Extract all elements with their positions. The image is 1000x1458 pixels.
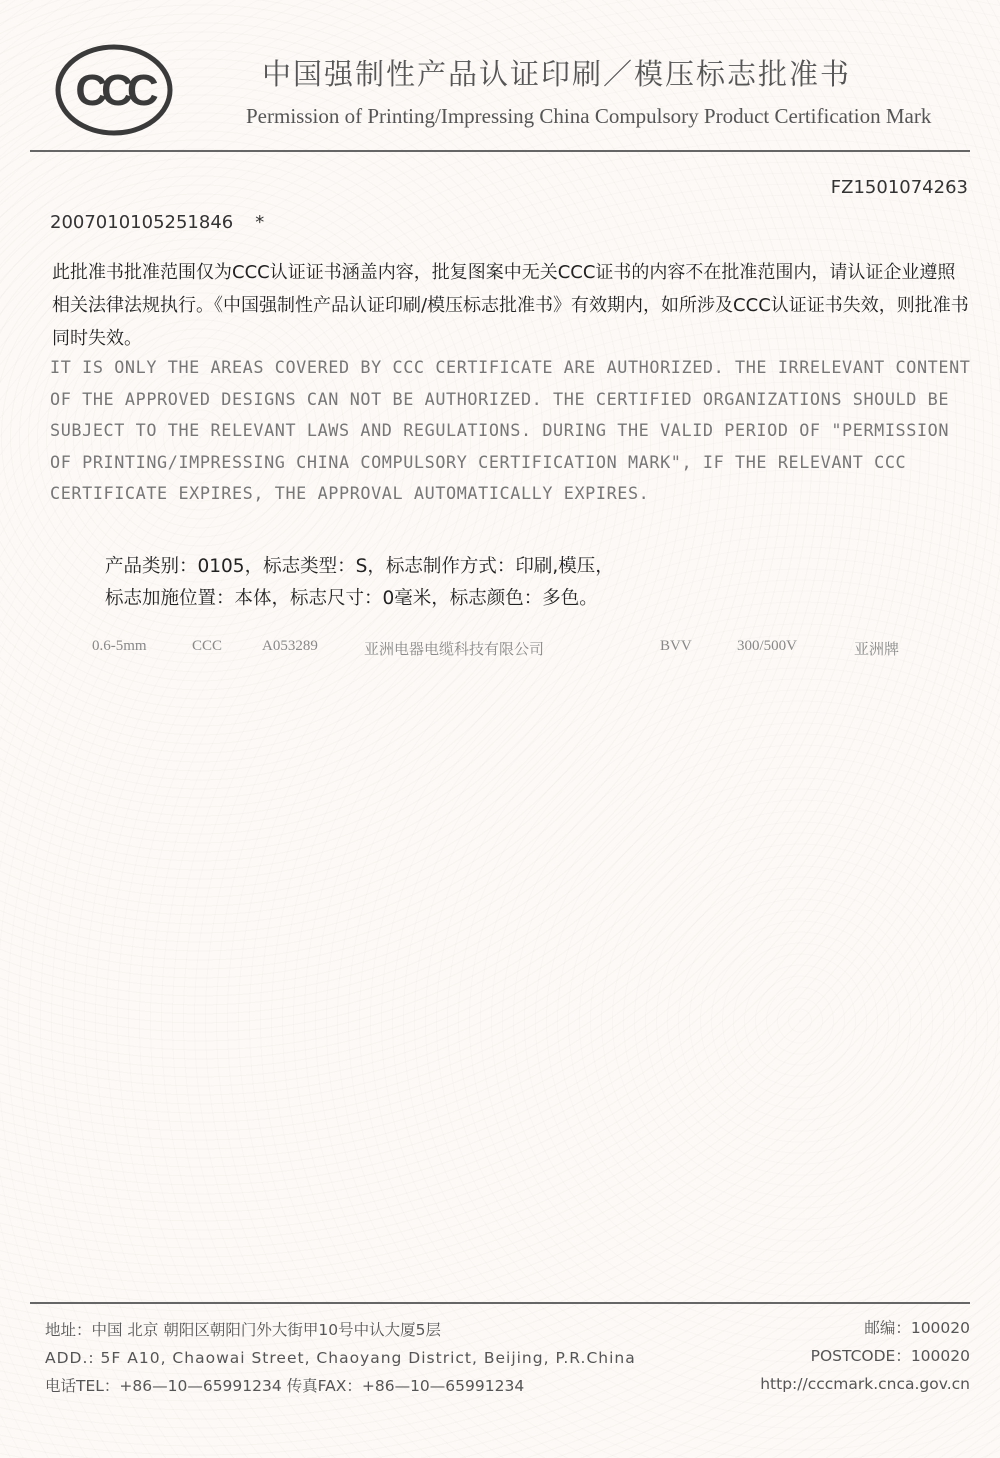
mark-brand: 亚洲牌 xyxy=(854,642,900,658)
certificate-number: FZ1501074263 xyxy=(830,177,968,198)
product-info xyxy=(105,551,965,615)
mark-voltage: 300/500V xyxy=(737,638,797,654)
footer-contact xyxy=(45,1316,745,1400)
footer-divider xyxy=(30,1302,970,1304)
statement-chinese: 此批准书批准范围仅为CCC认证证书涵盖内容，批复图案中无关CCC证书的内容不在批准范围内，请认证企业遵照相关法律法规执行。《中国强制性产品认证印刷/模压标志批准书》有效期内，如所涉及CCC认证证书失效，则批准书同时失效。 xyxy=(52,262,969,349)
postcode-chinese: 邮编：100020 xyxy=(864,1319,970,1337)
product-info-line-2: 标志加施位置：本体，标志尺寸：0毫米，标志颜色：多色。 xyxy=(105,588,598,609)
svg-text:CCC: CCC xyxy=(75,66,153,115)
serial-mark: * xyxy=(255,212,265,233)
website-link[interactable]: http://cccmark.cnca.gov.cn xyxy=(760,1375,970,1393)
mark-code: A053289 xyxy=(262,638,318,654)
title-chinese: 中国强制性产品认证印刷／模压标志批准书 xyxy=(262,57,852,91)
header-divider xyxy=(30,150,970,152)
serial-number: 2007010105251846 xyxy=(50,212,234,233)
tel-fax: 电话TEL：+86—10—65991234 传真FAX：+86—10—65991234 xyxy=(45,1377,525,1395)
footer-postal xyxy=(670,1314,970,1398)
mark-specimen-row xyxy=(92,638,972,658)
product-info-line-1: 产品类别：0105，标志类型：S，标志制作方式：印刷,模压， xyxy=(105,556,614,577)
serial-line xyxy=(50,212,264,233)
postcode-english: POSTCODE：100020 xyxy=(810,1347,970,1365)
statement-english: IT IS ONLY THE AREAS COVERED BY CCC CERTIFICATE ARE AUTHORIZED. THE IRRELEVANT CONTENT OF THE APPROVED DESIGNS CAN NOT BE AUTHORIZED. THE CERTIFIED ORGANIZATIONS SHOULD BE SUBJECT TO THE RELEVANT LAWS AND REGULATIONS. DURING THE VALID PERIOD OF "PERMISSION OF PRINTING/IMPRESSING CHINA COMPULSORY CERTIFICATION MARK", IF THE RELEVANT CCC CERTIFICATE EXPIRES, THE APPROVAL AUTOMATICALLY EXPIRES. xyxy=(50,357,971,504)
address-english: ADD.: 5F A10, Chaowai Street, Chaoyang District, Beijing, P.R.China xyxy=(45,1349,636,1367)
mark-ccc: CCC xyxy=(192,638,223,654)
address-chinese: 地址：中国 北京 朝阳区朝阳门外大街甲10号中认大厦5层 xyxy=(45,1321,441,1339)
mark-cable-type: BVV xyxy=(660,638,692,654)
ccc-logo xyxy=(54,42,174,138)
mark-company: 亚洲电器电缆科技有限公司 xyxy=(364,642,545,658)
mark-wire-size: 0.6-5mm xyxy=(92,638,147,654)
title-english: Permission of Printing/Impressing China Compulsory Product Certification Mark xyxy=(246,104,932,128)
